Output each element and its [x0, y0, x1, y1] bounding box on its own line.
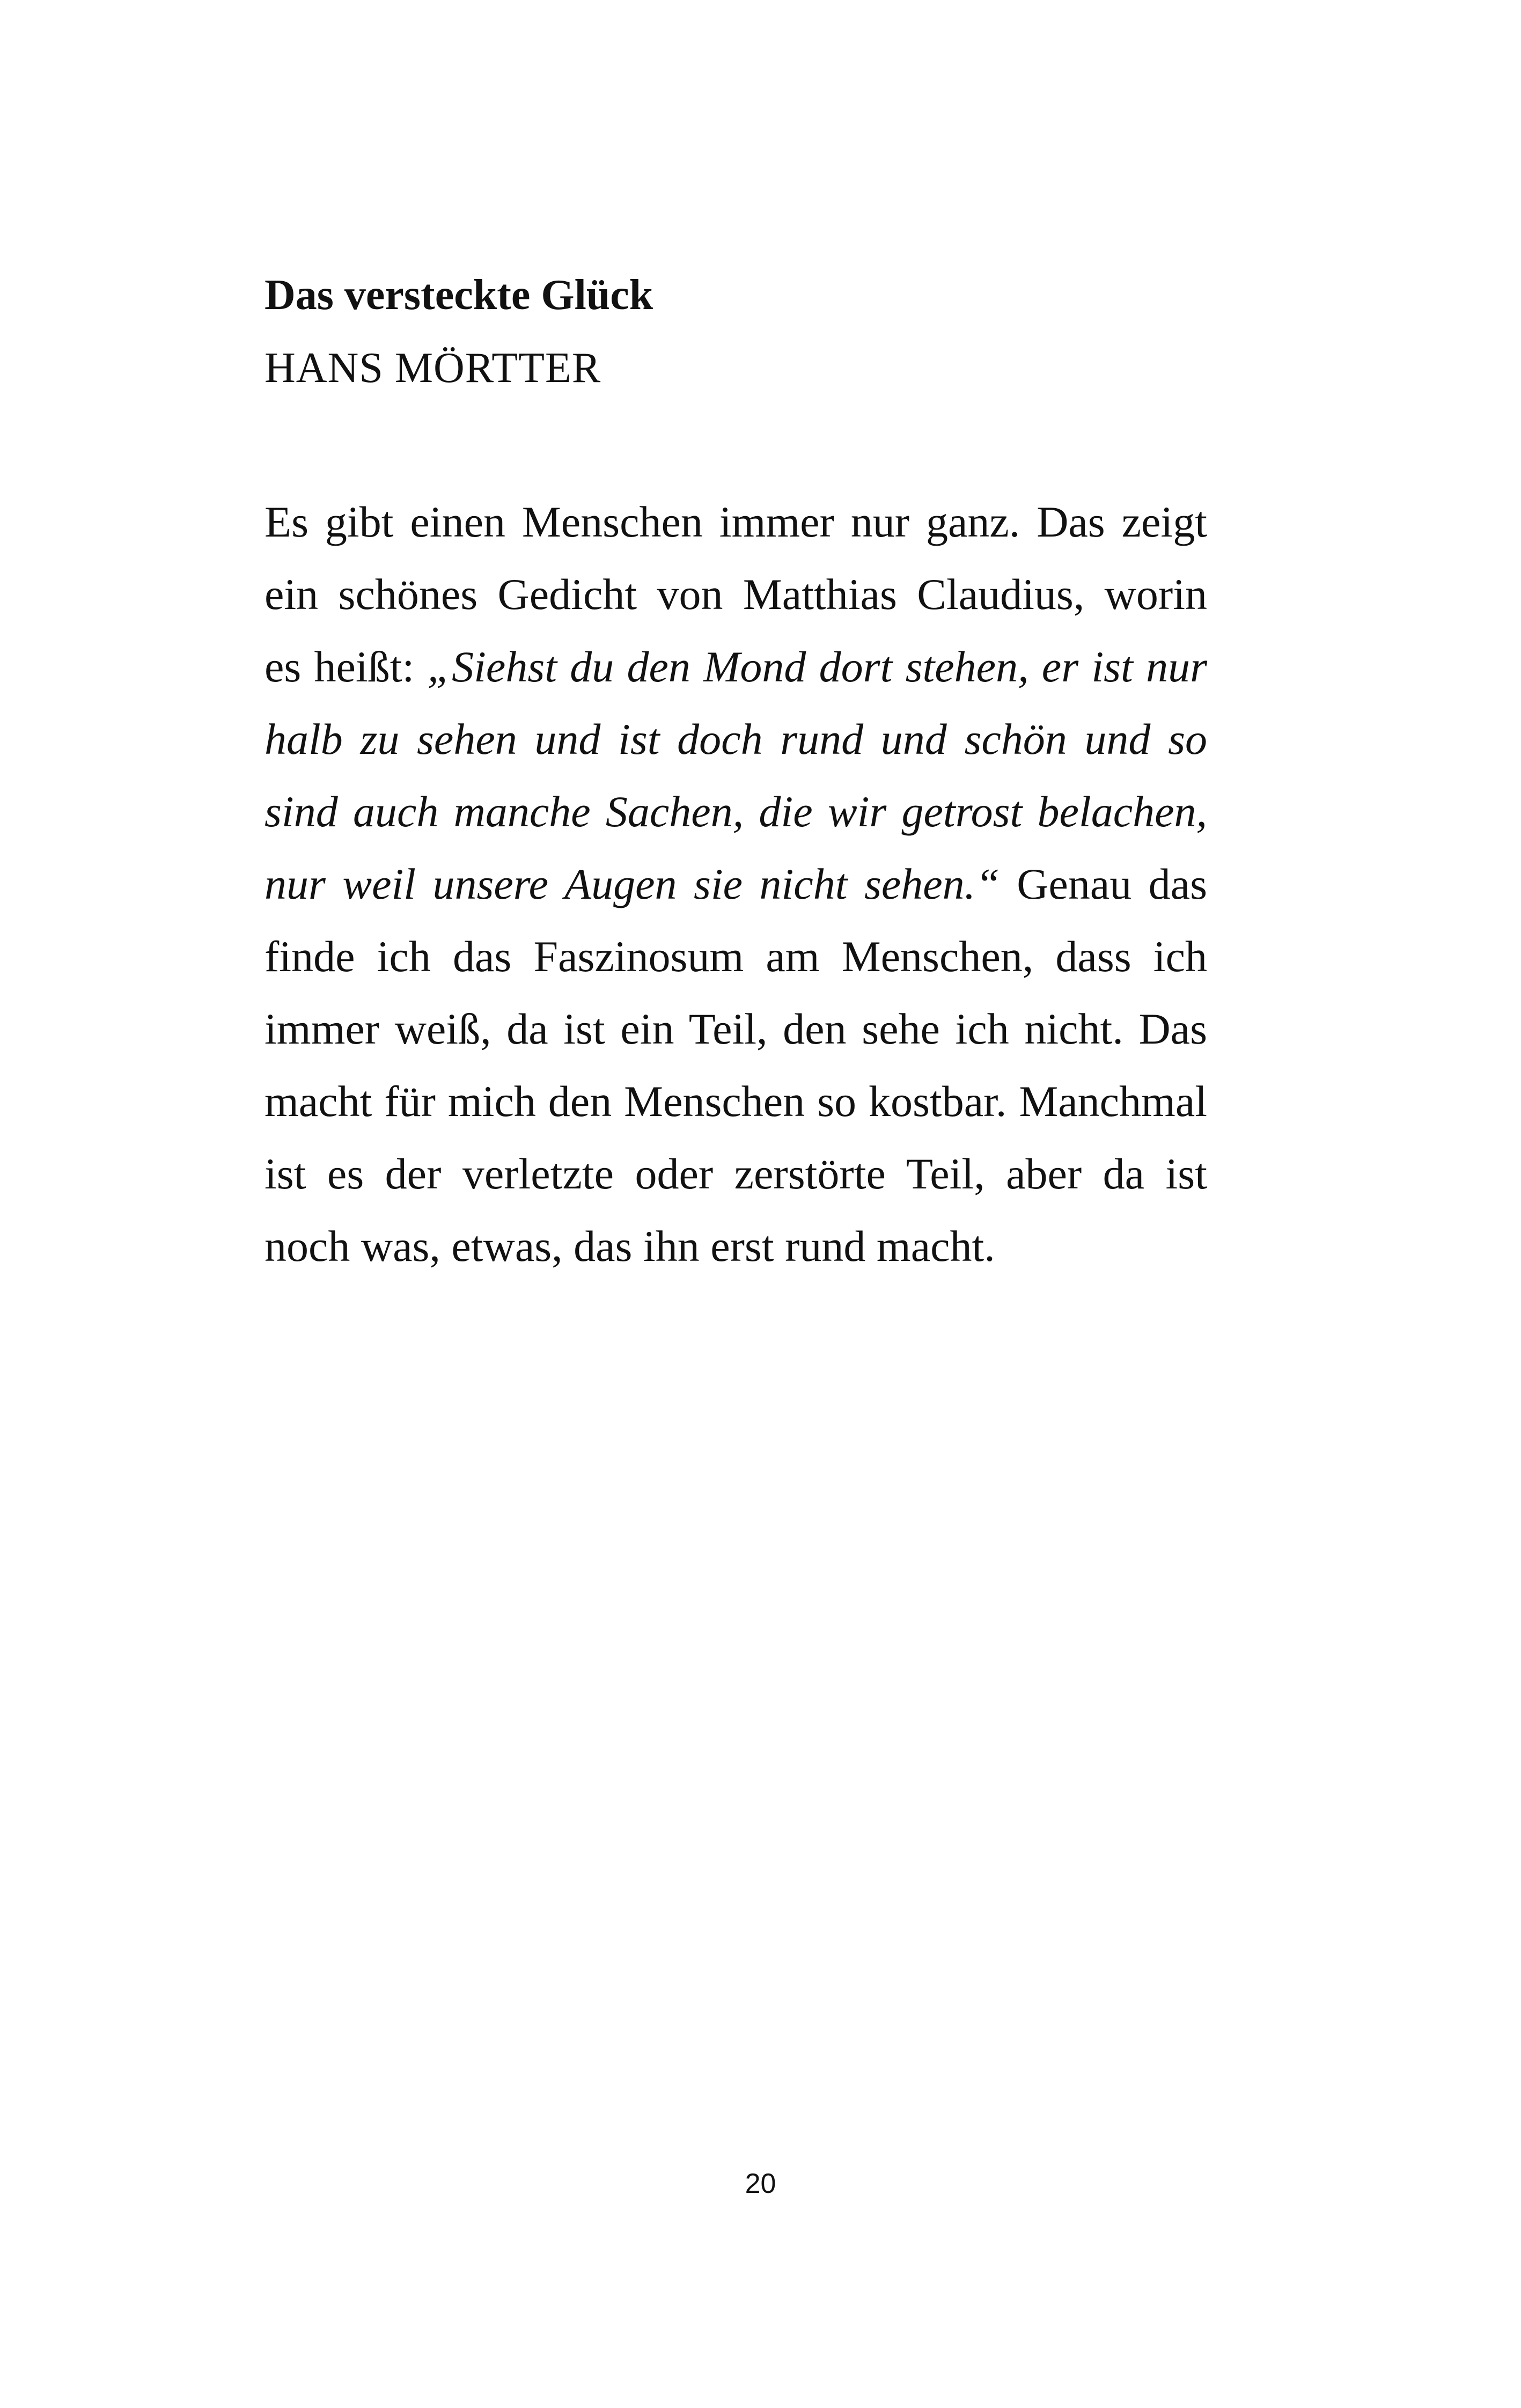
quotation-text: nur weil unsere Augen sie nicht sehen.“ [264, 860, 1000, 908]
body-paragraph [264, 486, 1207, 1282]
quotation-text: „Siehst du den Mond dort stehen, er ist nur [427, 642, 1207, 691]
body-line [264, 486, 1207, 558]
body-line [264, 1137, 1207, 1210]
body-line [264, 775, 1207, 848]
body-text-segment: macht für mich den Menschen so kostbar. Manchmal [264, 1077, 1207, 1126]
body-text-segment: noch was, etwas, das ihn erst rund macht. [264, 1222, 995, 1271]
body-line [264, 1065, 1207, 1137]
body-line [264, 1210, 1207, 1282]
body-text-segment: ein schönes Gedicht von Matthias Claudius, worin [264, 570, 1207, 619]
body-text-segment: finde ich das Faszinosum am Menschen, dass ich [264, 932, 1207, 981]
body-text-segment: Es gibt einen Menschen immer nur ganz. Das zeigt [264, 497, 1207, 546]
body-text-segment: ist es der verletzte oder zerstörte Teil, aber da ist [264, 1149, 1207, 1198]
body-line [264, 848, 1207, 920]
body-text-segment: Genau das [1000, 860, 1207, 908]
body-line [264, 630, 1207, 703]
body-line [264, 558, 1207, 630]
body-line [264, 993, 1207, 1065]
quotation-text: halb zu sehen und ist doch rund und schön und so [264, 715, 1207, 763]
body-text-segment: es heißt: [264, 642, 428, 691]
quotation-text: sind auch manche Sachen, die wir getrost belachen, [264, 787, 1207, 836]
page-number: 20 [745, 2168, 776, 2199]
body-text-segment: immer weiß, da ist ein Teil, den sehe ich nicht. Das [264, 1004, 1207, 1053]
author-name: HANS MÖRTTER [264, 344, 601, 392]
body-line [264, 920, 1207, 993]
chapter-title: Das versteckte Glück [264, 271, 653, 319]
body-line [264, 703, 1207, 775]
